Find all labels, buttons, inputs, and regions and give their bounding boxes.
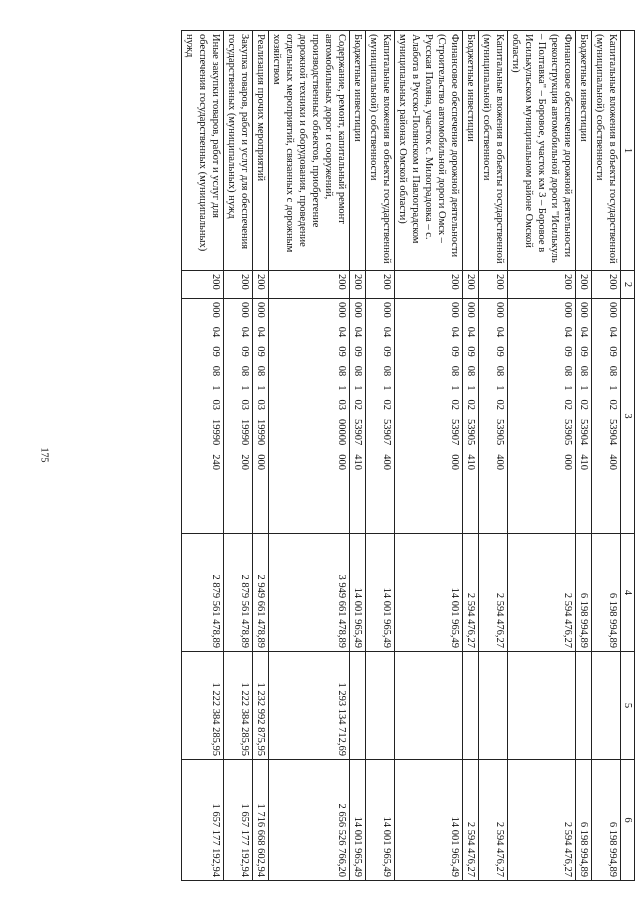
row-code: 200	[508, 271, 576, 299]
table-row	[576, 31, 592, 881]
row-name: Реализация прочих мероприятий	[253, 31, 269, 271]
code-part: 410	[465, 454, 476, 470]
table-row	[182, 31, 224, 881]
row-value-4: 6 198 994,89	[576, 534, 592, 652]
row-name: Бюджетные инвестиции	[576, 31, 592, 271]
code-part: 000	[494, 302, 505, 318]
row-classification-codes	[395, 299, 463, 534]
code-part: 53904	[607, 419, 618, 446]
col-header-1: 1	[621, 31, 635, 271]
row-name: Финансовое обеспечение дорожной деятельности (Строительство автомобильной дороги Омск – Русская Поляна, участок с. Милоградовка – с. Алабота в Русско-Полянском и Павлоградском муниципальных районах Омской области)	[395, 31, 463, 271]
code-part: 09	[449, 346, 460, 357]
row-code: 200	[576, 271, 592, 299]
code-part: 04	[578, 326, 589, 338]
row-classification-codes	[269, 299, 350, 534]
code-part: 09	[210, 346, 221, 357]
row-classification-codes	[253, 299, 269, 534]
row-value-5	[366, 652, 395, 760]
row-value-4: 2 949 661 478,89	[253, 534, 269, 652]
row-value-6: 14 001 965,49	[395, 760, 463, 881]
rotated-page	[85, 30, 635, 880]
code-part: 08	[239, 365, 250, 377]
row-value-6: 6 198 994,89	[576, 760, 592, 881]
code-part: 04	[494, 326, 505, 338]
code-part: 02	[578, 399, 589, 410]
row-value-4: 14 001 965,49	[395, 534, 463, 652]
code-part: 200	[239, 454, 250, 470]
row-name: Бюджетные инвестиции	[463, 31, 479, 271]
row-value-5: 1 222 384 285,95	[224, 652, 253, 760]
code-part: 08	[607, 365, 618, 377]
code-part: 08	[255, 365, 266, 377]
row-value-4: 2 879 561 478,89	[224, 534, 253, 652]
code-part: 19990	[255, 419, 266, 446]
col-header-5: 5	[621, 652, 635, 760]
code-part: 08	[465, 365, 476, 377]
row-code: 200	[224, 271, 253, 299]
code-part: 53907	[449, 419, 460, 446]
code-part: 000	[210, 302, 221, 318]
code-part: 240	[210, 454, 221, 470]
table-row	[463, 31, 479, 881]
code-part: 000	[562, 454, 573, 470]
row-classification-codes	[463, 299, 479, 534]
code-part: 000	[336, 302, 347, 318]
code-part: 09	[381, 346, 392, 357]
code-part: 400	[607, 454, 618, 470]
table-row	[224, 31, 253, 881]
row-code: 200	[182, 271, 224, 299]
row-classification-codes	[479, 299, 508, 534]
row-classification-codes	[592, 299, 621, 534]
row-value-5: 1 232 992 875,95	[253, 652, 269, 760]
code-part: 000	[381, 302, 392, 318]
code-part: 19990	[239, 419, 250, 446]
col-header-4: 4	[621, 534, 635, 652]
code-part: 000	[239, 302, 250, 318]
row-value-4: 6 198 994,89	[592, 534, 621, 652]
row-name: Финансовое обеспечение дорожной деятельности (реконструкция автомобильной дороги "Исилькуль – Полтавка" – Боровое, участок км 3 – Боровое в Исилькульском муниципальном районе Омской области)	[508, 31, 576, 271]
table-row	[269, 31, 350, 881]
code-part: 02	[465, 399, 476, 410]
row-name: Капитальные вложения в объекты государственной (муниципальной) собственности	[366, 31, 395, 271]
code-part: 000	[449, 454, 460, 470]
table-row	[479, 31, 508, 881]
row-classification-codes	[350, 299, 366, 534]
table-body	[182, 31, 621, 881]
col-header-3: 3	[621, 299, 635, 534]
code-part: 09	[352, 346, 363, 357]
code-part: 410	[578, 454, 589, 470]
row-value-6: 1 657 177 192,94	[224, 760, 253, 881]
code-part: 19990	[210, 419, 221, 446]
row-value-6: 1 716 668 602,94	[253, 760, 269, 881]
row-value-4: 3 949 661 478,89	[269, 534, 350, 652]
code-part: 04	[336, 326, 347, 338]
code-part: 09	[607, 346, 618, 357]
code-part: 04	[255, 326, 266, 338]
row-classification-codes	[576, 299, 592, 534]
code-part: 400	[381, 454, 392, 470]
table-row	[508, 31, 576, 881]
code-part: 1	[578, 385, 589, 391]
row-code: 200	[350, 271, 366, 299]
row-classification-codes	[508, 299, 576, 534]
code-part: 08	[562, 365, 573, 377]
table-row	[350, 31, 366, 881]
row-code: 200	[463, 271, 479, 299]
row-value-4: 14 001 965,49	[366, 534, 395, 652]
row-name: Капитальные вложения в объекты государственной (муниципальной) собственности	[479, 31, 508, 271]
row-name: Иные закупки товаров, работ и услуг для обеспечения государственных (муниципальных) нужд	[182, 31, 224, 271]
code-part: 1	[607, 385, 618, 391]
code-part: 02	[352, 399, 363, 410]
code-part: 410	[352, 454, 363, 470]
table-row	[395, 31, 463, 881]
code-part: 08	[449, 365, 460, 377]
row-value-5	[350, 652, 366, 760]
code-part: 000	[449, 302, 460, 318]
code-part: 02	[381, 399, 392, 410]
code-part: 1	[449, 385, 460, 391]
row-code: 200	[479, 271, 508, 299]
row-value-5	[463, 652, 479, 760]
code-part: 08	[210, 365, 221, 377]
row-classification-codes	[366, 299, 395, 534]
row-code: 200	[395, 271, 463, 299]
row-classification-codes	[224, 299, 253, 534]
code-part: 04	[210, 326, 221, 338]
row-name: Закупка товаров, работ и услуг для обеспечения государственных (муниципальных) нужд	[224, 31, 253, 271]
code-part: 53905	[562, 419, 573, 446]
code-part: 03	[255, 399, 266, 410]
table-row	[592, 31, 621, 881]
row-code: 200	[592, 271, 621, 299]
row-code: 200	[269, 271, 350, 299]
code-part: 08	[494, 365, 505, 377]
row-code: 200	[366, 271, 395, 299]
code-part: 09	[578, 346, 589, 357]
code-part: 53907	[381, 419, 392, 446]
code-part: 000	[578, 302, 589, 318]
code-part: 000	[352, 302, 363, 318]
page-number: 175	[38, 447, 50, 463]
table-row	[253, 31, 269, 881]
code-part: 1	[352, 385, 363, 391]
row-value-6: 1 657 177 192,94	[182, 760, 224, 881]
row-value-6: 14 001 965,49	[366, 760, 395, 881]
row-value-5	[592, 652, 621, 760]
code-part: 09	[465, 346, 476, 357]
code-part: 000	[562, 302, 573, 318]
code-part: 02	[562, 399, 573, 410]
budget-table	[181, 30, 635, 881]
code-part: 1	[465, 385, 476, 391]
row-name: Бюджетные инвестиции	[350, 31, 366, 271]
code-part: 1	[255, 385, 266, 391]
code-part: 09	[239, 346, 250, 357]
code-part: 02	[494, 399, 505, 410]
row-value-5: 1 222 384 285,95	[182, 652, 224, 760]
code-part: 04	[239, 326, 250, 338]
row-value-6: 2 594 476,27	[508, 760, 576, 881]
header-row	[621, 31, 635, 881]
code-part: 1	[381, 385, 392, 391]
row-value-6: 2 594 476,27	[479, 760, 508, 881]
code-part: 09	[255, 346, 266, 357]
code-part: 04	[381, 326, 392, 338]
code-part: 000	[255, 302, 266, 318]
row-value-6: 14 001 965,49	[350, 760, 366, 881]
row-value-6: 2 656 526 766,20	[269, 760, 350, 881]
code-part: 1	[210, 385, 221, 391]
code-part: 000	[465, 302, 476, 318]
code-part: 08	[352, 365, 363, 377]
code-part: 1	[336, 385, 347, 391]
row-value-4: 2 594 476,27	[479, 534, 508, 652]
code-part: 03	[210, 399, 221, 410]
code-part: 000	[255, 454, 266, 470]
code-part: 04	[352, 326, 363, 338]
code-part: 03	[336, 399, 347, 410]
row-value-5	[508, 652, 576, 760]
row-value-4: 2 594 476,27	[463, 534, 479, 652]
code-part: 02	[449, 399, 460, 410]
row-name: Капитальные вложения в объекты государственной (муниципальной) собственности	[592, 31, 621, 271]
code-part: 04	[607, 326, 618, 338]
code-part: 1	[494, 385, 505, 391]
col-header-6: 6	[621, 760, 635, 881]
row-name: Содержание, ремонт, капитальный ремонт автомобильных дорог и сооружений, производственных объектов, приобретение дорожной техники и оборудования, проведение отдельных мероприятий, связанных с дорожным хозяйством	[269, 31, 350, 271]
row-value-6: 2 594 476,27	[463, 760, 479, 881]
code-part: 09	[494, 346, 505, 357]
code-part: 08	[381, 365, 392, 377]
row-value-4: 14 001 965,49	[350, 534, 366, 652]
code-part: 09	[562, 346, 573, 357]
code-part: 04	[562, 326, 573, 338]
code-part: 04	[449, 326, 460, 338]
code-part: 03	[239, 399, 250, 410]
row-value-6: 6 198 994,89	[592, 760, 621, 881]
code-part: 08	[578, 365, 589, 377]
code-part: 1	[239, 385, 250, 391]
row-value-4: 2 879 561 478,89	[182, 534, 224, 652]
code-part: 09	[336, 346, 347, 357]
code-part: 53905	[465, 419, 476, 446]
table-row	[366, 31, 395, 881]
code-part: 02	[607, 399, 618, 410]
row-value-5	[479, 652, 508, 760]
code-part: 08	[336, 365, 347, 377]
row-value-5	[395, 652, 463, 760]
code-part: 000	[607, 302, 618, 318]
code-part: 400	[494, 454, 505, 470]
code-part: 53904	[578, 419, 589, 446]
row-value-5: 1 293 134 712,69	[269, 652, 350, 760]
code-part: 04	[465, 326, 476, 338]
row-code: 200	[253, 271, 269, 299]
code-part: 00000	[336, 419, 347, 446]
code-part: 000	[336, 454, 347, 470]
code-part: 53905	[494, 419, 505, 446]
code-part: 53907	[352, 419, 363, 446]
row-value-5	[576, 652, 592, 760]
row-value-4: 2 594 476,27	[508, 534, 576, 652]
col-header-2: 2	[621, 271, 635, 299]
row-classification-codes	[182, 299, 224, 534]
code-part: 1	[562, 385, 573, 391]
